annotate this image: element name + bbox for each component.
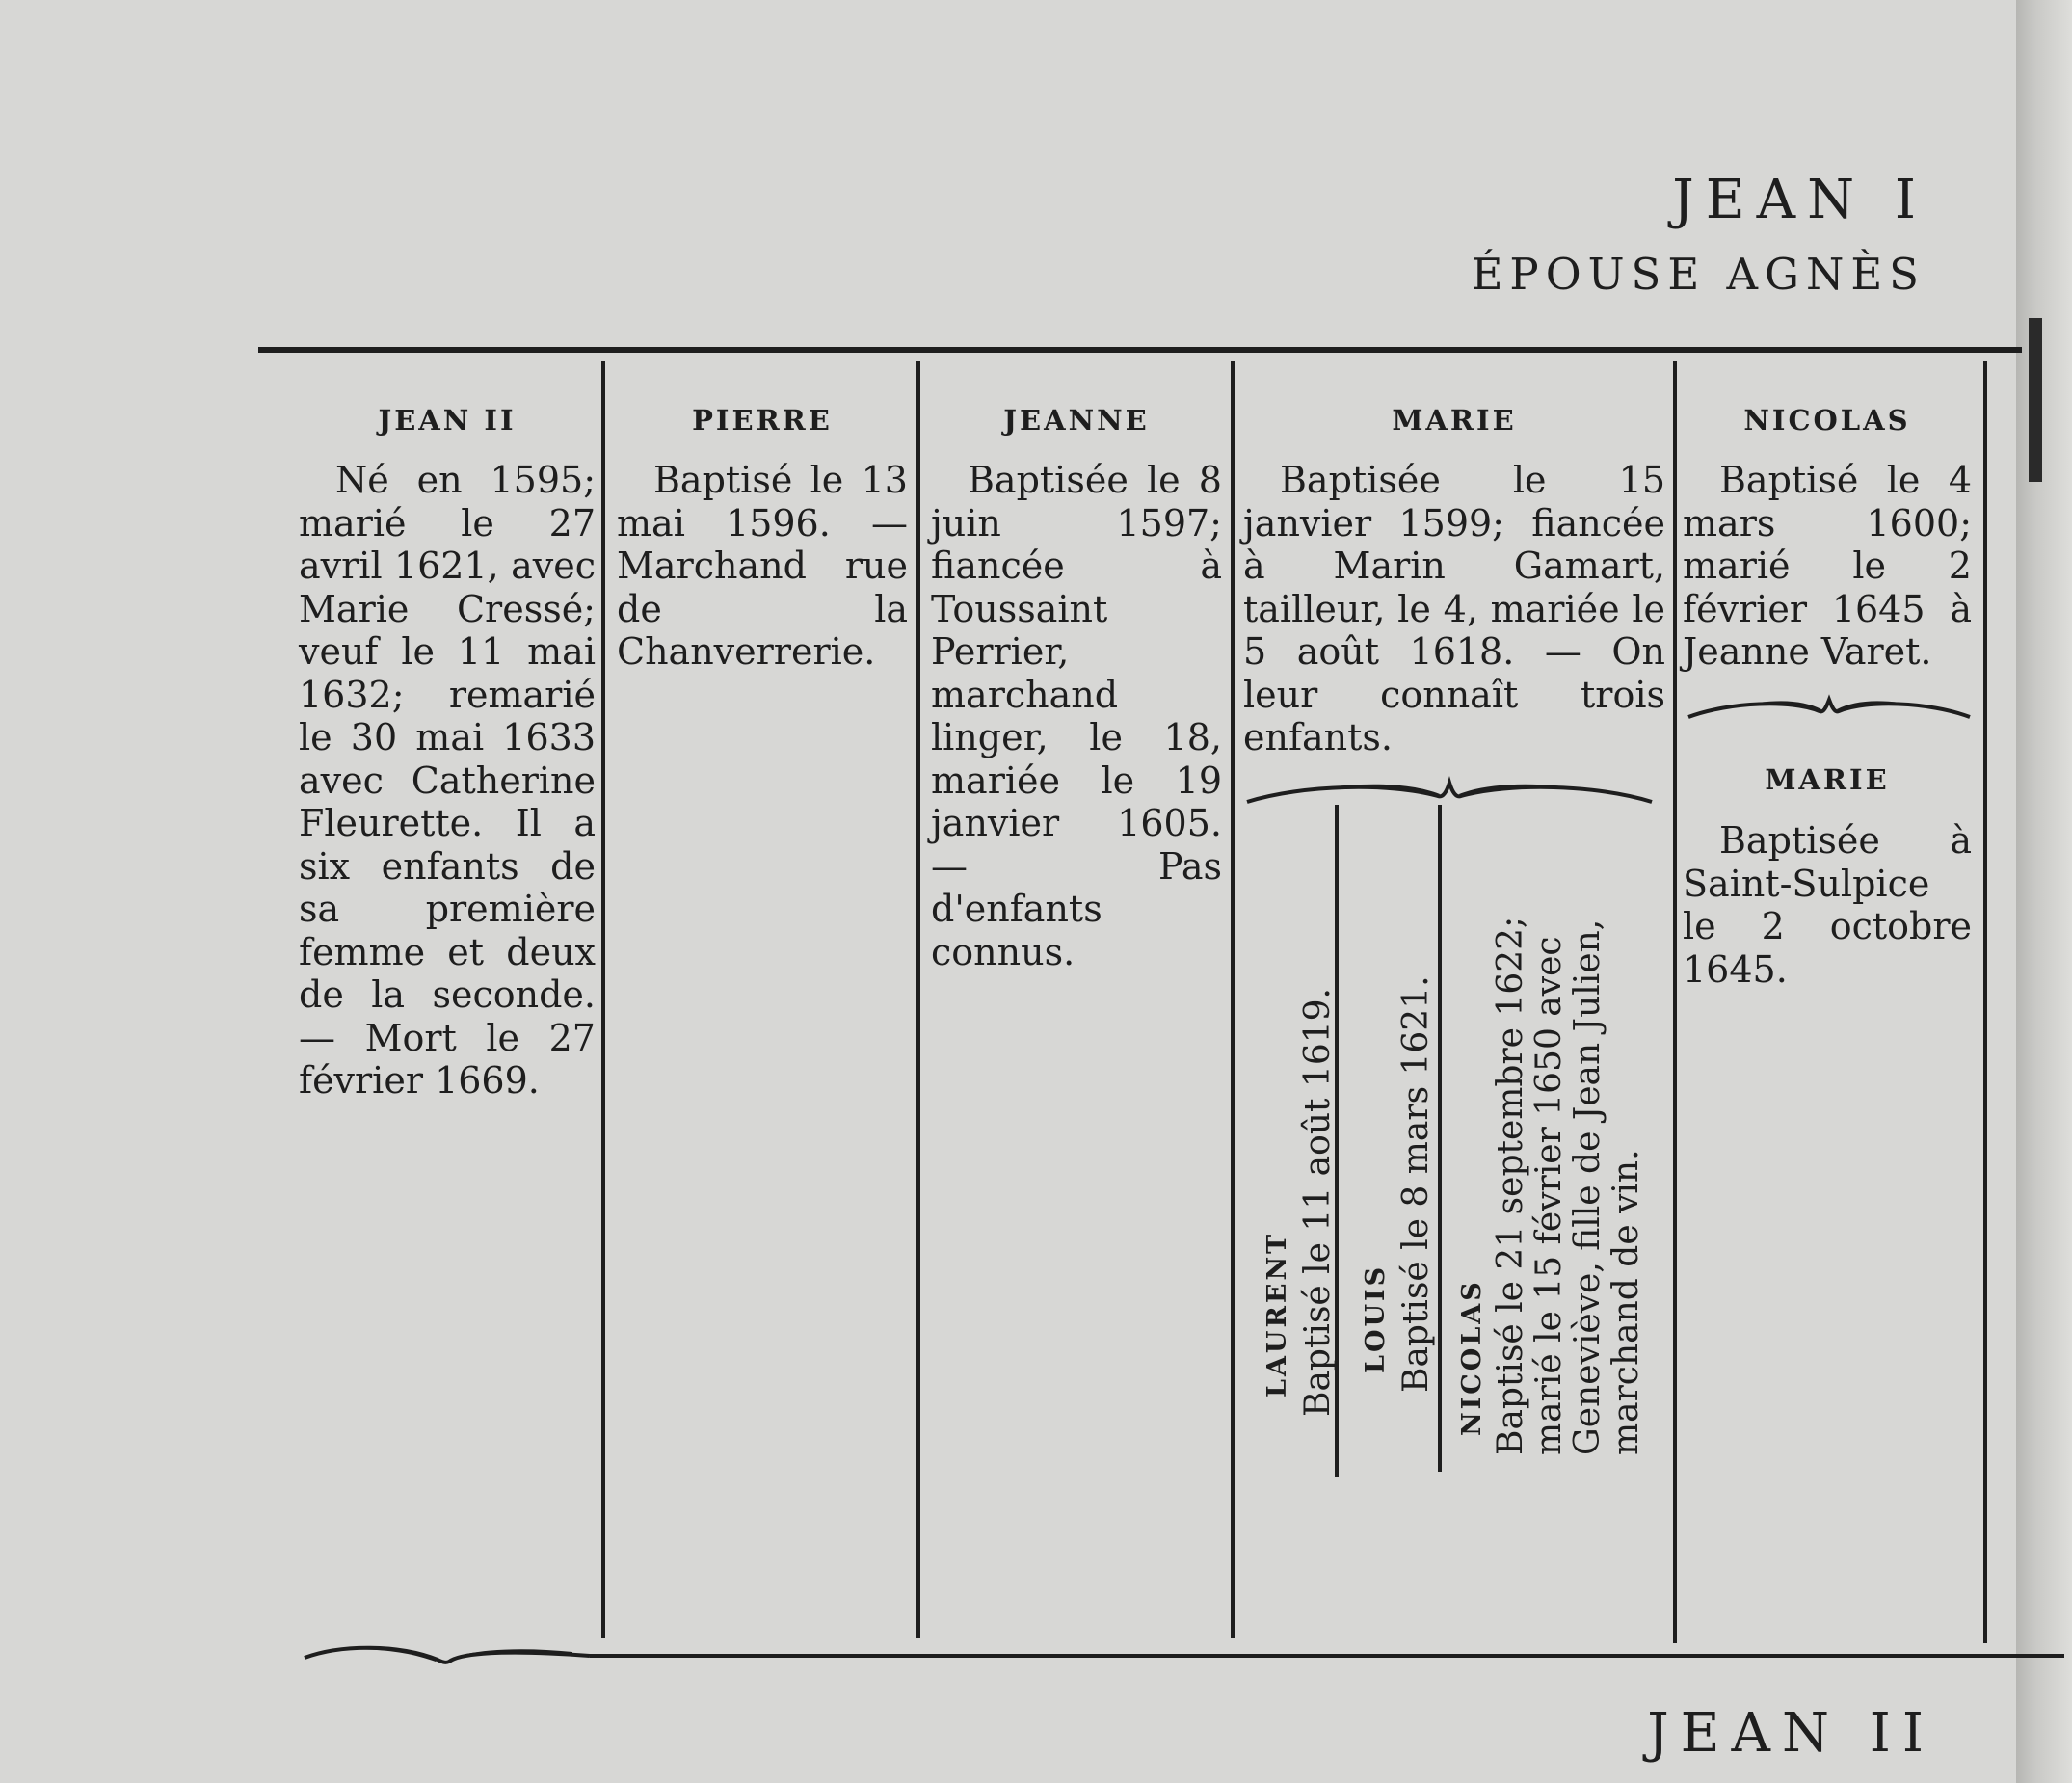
column-name: PIERRE (692, 404, 833, 437)
page-edge-mark (2029, 318, 2042, 482)
top-rule (258, 347, 2022, 353)
column-name: MARIE (1392, 404, 1517, 437)
book-spine-shadow (2016, 0, 2072, 1783)
page-title: JEAN I (1672, 169, 1927, 231)
column-text: Né en 1595; marié le 27 avril 1621, avec Marie Cressé; veuf le 11 mai 1632; remarié le 30 mai 1633 avec Catherine Fleurette. Il a six enfants de sa première femme et deux de la seconde. — Mort le 27 février 1669. (299, 459, 596, 1102)
brace-ornament (1245, 779, 1654, 812)
brace-ornament (1687, 696, 1972, 725)
column-text: Baptisée le 8 juin 1597; fiancée à Toussaint Perrier, marchand linger, le 18, mariée le 19 janvier 1605. — Pas d'enfants connus. (931, 459, 1222, 973)
child-text: Baptisé le 8 mars 1621. (1396, 975, 1436, 1393)
child-name: LAURENT (1262, 1231, 1292, 1397)
child-name: LOUIS (1361, 1264, 1391, 1373)
column-name: NICOLAS (1743, 404, 1911, 437)
footer-title: JEAN II (1647, 1702, 1935, 1765)
column-nicolas (1683, 403, 1972, 674)
column-text: Baptisé le 13 mai 1596. — Marchand rue de la Chanverrerie. (617, 459, 908, 673)
child-text-line-3: Geneviève, fille de Jean Julien, (1568, 918, 1607, 1455)
grandchild-text: Baptisée à Saint-Sulpice le 2 octobre 1645. (1683, 819, 1972, 991)
child-text-line-4: marchand de vin. (1607, 1149, 1646, 1455)
column-rule-1 (601, 361, 605, 1638)
child-louis (1353, 853, 1437, 1393)
column-rule-3 (1231, 361, 1235, 1638)
child-laurent (1255, 877, 1339, 1417)
child-text-line-2: marié le 15 février 1650 avec (1529, 936, 1569, 1455)
child-text: Baptisé le 11 août 1619. (1298, 988, 1338, 1417)
column-rule-5 (1983, 361, 1987, 1643)
column-text: Baptisée le 15 janvier 1599; fiancée à Marin Gamart, tailleur, le 4, mariée le 5 août 1618. — On leur connaît trois enfants. (1243, 459, 1665, 758)
column-rule-2 (916, 361, 920, 1638)
grandchild-name: MARIE (1765, 763, 1890, 796)
child-text-line-1: Baptisé le 21 septembre 1622; (1491, 916, 1530, 1455)
column-jeanne (931, 403, 1222, 973)
column-text: Baptisé le 4 mars 1600; marié le 2 février 1645 à Jeanne Varet. (1683, 459, 1972, 673)
column-name: JEAN II (378, 404, 517, 437)
column-pierre (617, 403, 908, 674)
page-subtitle: ÉPOUSE AGNÈS (1471, 249, 1926, 300)
column-jean-ii (299, 403, 596, 1103)
child-nicolas (1450, 819, 1646, 1455)
column-marie (1243, 403, 1665, 759)
child-name: NICOLAS (1457, 1279, 1487, 1436)
column-rule-4 (1673, 361, 1677, 1643)
bottom-rule (590, 1654, 2064, 1658)
column-name: JEANNE (1003, 404, 1150, 437)
brace-ornament (303, 1638, 592, 1671)
subcolumn-rule-2 (1438, 805, 1442, 1472)
